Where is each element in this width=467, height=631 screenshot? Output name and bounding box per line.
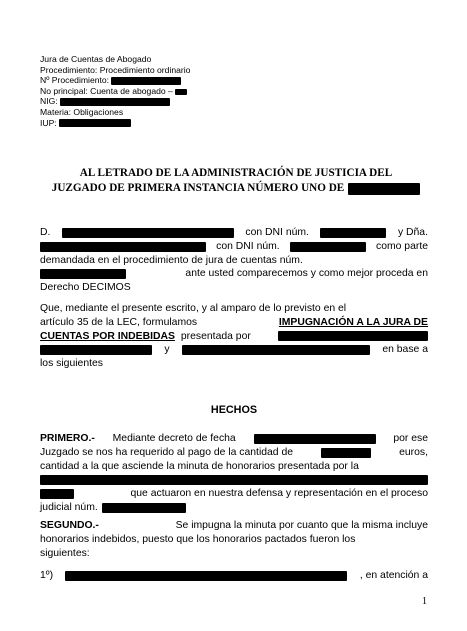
redaction-block [60,98,170,106]
redaction-block [40,345,152,355]
primero-paragraph: PRIMERO.- Mediante decreto de fecha por ese Juzgado se nos ha requerido al pago de la cantidad de euros, cantidad a la que asciende la minuta de honorarios presentada por la que actuaron en nuestra defensa y representación en el proceso judicial núm. [40,433,428,513]
addressee-line-2 [40,181,432,196]
segundo-paragraph: SEGUNDO.- Se impugna la minuta por cuanto que la misma incluye honorarios indebidos, puesto que los honorarios pactados fueron los siguientes: [40,520,428,559]
redaction-block [65,571,347,581]
meta-iup-label: IUP: [40,117,57,128]
meta-line-iup [40,118,190,129]
hechos-heading: HECHOS [210,404,258,416]
redaction-block [182,345,370,355]
primero-label: PRIMERO.- [40,433,95,444]
meta-line-procedimiento: Procedimiento: Procedimiento ordinario [40,64,191,75]
meta-nig-label: NIG: [40,96,58,107]
item-1-label: 1º) [40,570,54,581]
redaction-block [254,434,376,444]
redaction-block [278,331,428,341]
redaction-block [348,183,420,195]
redaction-block [40,269,126,279]
redaction-block [175,89,187,95]
meta-line-materia: Materia: Obligaciones [40,106,124,117]
segundo-label: SEGUNDO.- [40,520,99,531]
redaction-block [62,228,234,238]
redaction-block [321,448,371,458]
meta-numero-label: Nº Procedimiento: [40,75,110,86]
intro-paragraph: D. con DNI núm. y Dña. con DNI núm. como parte demandada en el procedimiento de jura de cuentas núm. ante usted comparecemos y como mejor proceda en Derecho DECIMOS [40,227,428,294]
que-paragraph: Que, mediante el presente escrito, y al amparo de lo previsto en el artículo 35 de la LEC, formulamos IMPUGNACIÓN A LA JURA DE CUENTAS POR INDEBIDAS presentada por y en base a los siguientes [40,303,428,370]
meta-line-no-principal [40,86,190,97]
redaction-block [59,119,131,127]
cuentas-indebidas-heading: CUENTAS POR INDEBIDAS [40,330,175,342]
redaction-block [111,77,181,85]
meta-line-nig [40,96,190,107]
redaction-block [40,489,74,499]
item-1: 1º) , en atención a [40,570,428,581]
page-number: 1 [422,596,427,607]
redaction-block [320,228,386,238]
redaction-block [40,475,428,485]
redaction-block [290,242,366,252]
redaction-block [102,503,186,513]
meta-line-numero [40,75,190,86]
redaction-block [40,242,206,252]
addressee-line-1: AL LETRADO DE LA ADMINISTRACIÓN DE JUSTICIA DEL [79,167,393,179]
meta-line-jura: Jura de Cuentas de Abogado [40,54,152,64]
meta-no-principal-label: No principal: Cuenta de abogado – [40,85,173,96]
impugnacion-heading: IMPUGNACIÓN A LA JURA DE [278,316,428,328]
addressee-block [40,166,432,196]
addressee-court: JUZGADO DE PRIMERA INSTANCIA NÚMERO UNO DE [51,182,345,194]
case-metadata [40,54,190,128]
